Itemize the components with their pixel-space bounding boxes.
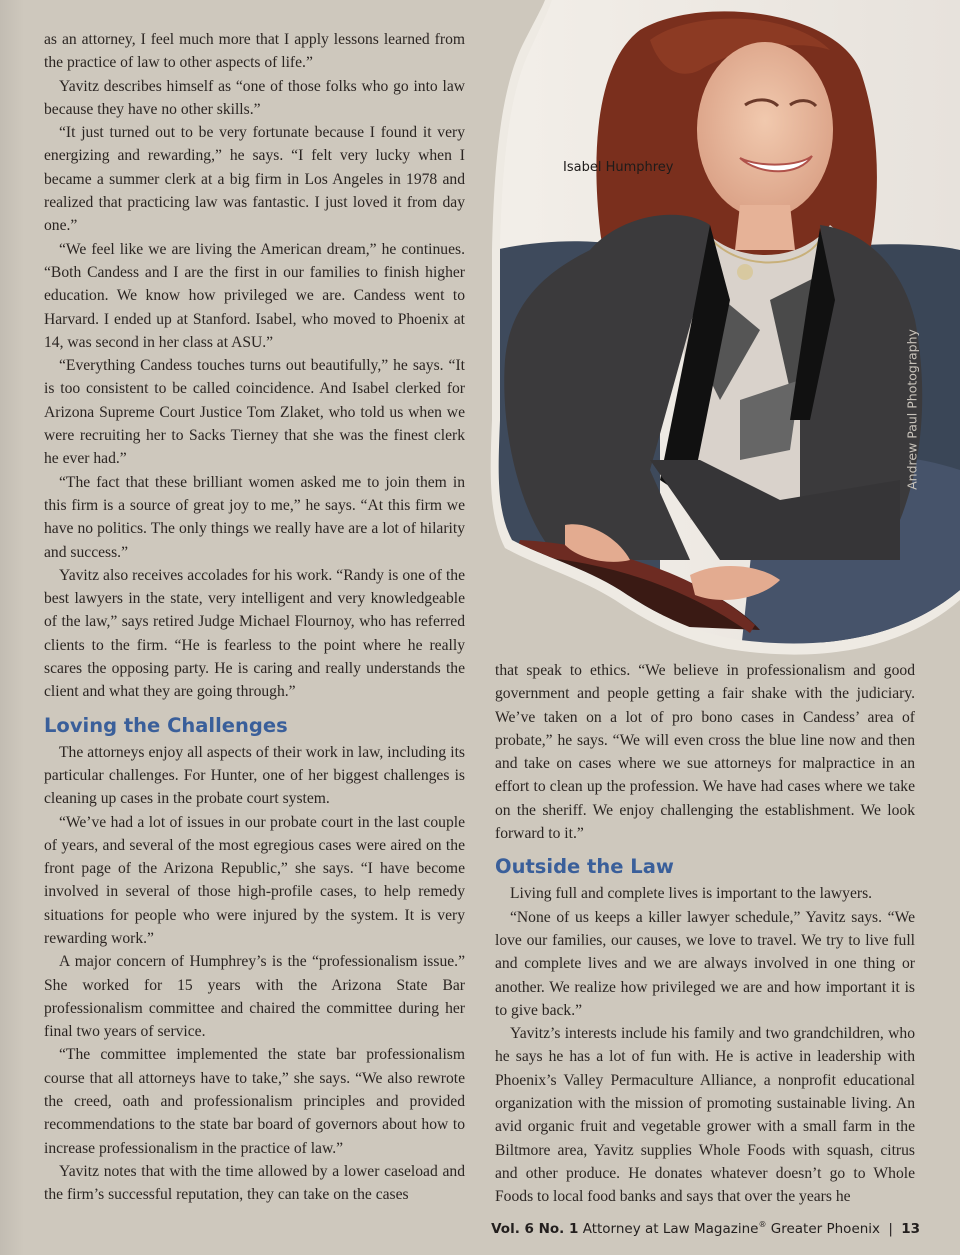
footer-trademark: ®	[758, 1220, 767, 1229]
body-paragraph: “It just turned out to be very fortunate because I found it very energizing and rewarding,” he says. “I felt very lucky when I became a summer clerk at a big firm in Los Angeles in 1978 and realized that practicing law was fantastic. I just loved it from day one.”	[44, 124, 465, 235]
body-paragraph: as an attorney, I feel much more that I apply lessons learned from the practice of law to other aspects of life.”	[44, 31, 465, 72]
page-footer	[491, 1220, 920, 1237]
body-paragraph: “The committee implemented the state bar professionalism course that all attorneys have to take,” she says. “We also rewrote the creed, oath and professionalism principles and provided recommendations to the state bar board of governors about how to increase professionalism in the practice of law.”	[44, 1046, 465, 1157]
body-paragraph: “None of us keeps a killer lawyer schedule,” Yavitz says. “We love our families, our causes, we love to travel. We try to live full and complete lives and we are always involved in one thing or another. We realize how privileged we are and how important it is to give back.”	[495, 908, 915, 1019]
section-heading-loving-the-challenges: Loving the Challenges	[44, 713, 288, 737]
photo-caption: Isabel Humphrey	[563, 160, 674, 175]
body-paragraph: “We’ve had a lot of issues in our probate court in the last couple of years, and several of the most egregious cases were aired on the front page of the Arizona Republic,” she says. “I have become involved in several of those high-profile cases, to help remedy situations for people who were injured by the system. It is very rewarding work.”	[44, 813, 465, 947]
body-paragraph: The attorneys enjoy all aspects of their work in law, including its particular challenges. For Hunter, one of her biggest challenges is cleaning up cases in the probate court system.	[44, 743, 465, 808]
section-heading-outside-the-law: Outside the Law	[495, 855, 674, 879]
body-paragraph: A major concern of Humphrey’s is the “professionalism issue.” She worked for 15 years with the Arizona State Bar professionalism committee and chaired the committee during her final two years of service.	[44, 953, 465, 1041]
footer-page-number: 13	[901, 1221, 920, 1237]
body-paragraph: “The fact that these brilliant women asked me to join them in this firm is a source of great joy to me,” he says. “At this firm we have no politics. The only things we really have are a lot of hilarity and success.”	[44, 473, 465, 561]
footer-separator: |	[888, 1221, 893, 1237]
body-paragraph: Yavitz’s interests include his family and two grandchildren, who he says he has a lot of fun with. He is active in leadership with Phoenix’s Valley Permaculture Alliance, a nonprofit educational organization with the mission of promoting sustainable living. An avid organic fruit and vegetable grower with a small farm in the Biltmore area, Yavitz supplies Whole Foods with squash, citrus and other produce. He donates whatever doesn’t go to Whole Foods to local food banks and says that over the years he	[495, 1025, 915, 1206]
body-paragraph: “Everything Candess touches turns out beautifully,” he says. “It is too consistent to be called coincidence. And Isabel clerked for Arizona Supreme Court Justice Tom Zlaket, who told us when we were recruiting her to Sacks Tierney that she was the finest clerk he ever had.”	[44, 357, 465, 468]
body-paragraph: Living full and complete lives is important to the lawyers.	[510, 885, 873, 903]
article-column-left	[44, 28, 465, 1207]
footer-edition: Greater Phoenix	[770, 1221, 881, 1237]
article-column-right	[495, 659, 915, 1209]
footer-volume: Vol. 6 No. 1	[491, 1221, 579, 1237]
body-paragraph: Yavitz notes that with the time allowed by a lower caseload and the firm’s successful reputation, they can take on the cases	[44, 1162, 465, 1204]
footer-magazine-name: Attorney at Law Magazine	[582, 1221, 759, 1237]
body-paragraph: Yavitz also receives accolades for his work. “Randy is one of the best lawyers in the state, very intelligent and very knowledgeable of the law,” says retired Judge Michael Flournoy, who has referred clients to the firm. “He is fearless to the point where he really scares the opposing party. He is caring and really understands the client and what they are going through.”	[44, 566, 465, 701]
photo-credit: Andrew Paul Photography	[904, 329, 920, 490]
body-paragraph: Yavitz describes himself as “one of those folks who go into law because they have no other skills.”	[44, 77, 465, 118]
body-paragraph: “We feel like we are living the American dream,” he continues. “Both Candess and I are the first in our families to finish higher education. We know how privileged we are. Candess went to Harvard. I ended up at Stanford. Isabel, who moved to Phoenix at 14, was second in her class at ASU.”	[44, 240, 465, 351]
body-paragraph: that speak to ethics. “We believe in professionalism and good government and people getting a fair shake with the judiciary. We’ve taken on a lot of pro bono cases in Candess’ area of probate,” he says. “We will even cross the blue line now and then and take on cases where we sue attorneys for malpractice in an effort to clean up the profession. We have had cases where we take on the sheriff. We enjoy challenging the establishment. We look forward to it.”	[495, 662, 915, 843]
